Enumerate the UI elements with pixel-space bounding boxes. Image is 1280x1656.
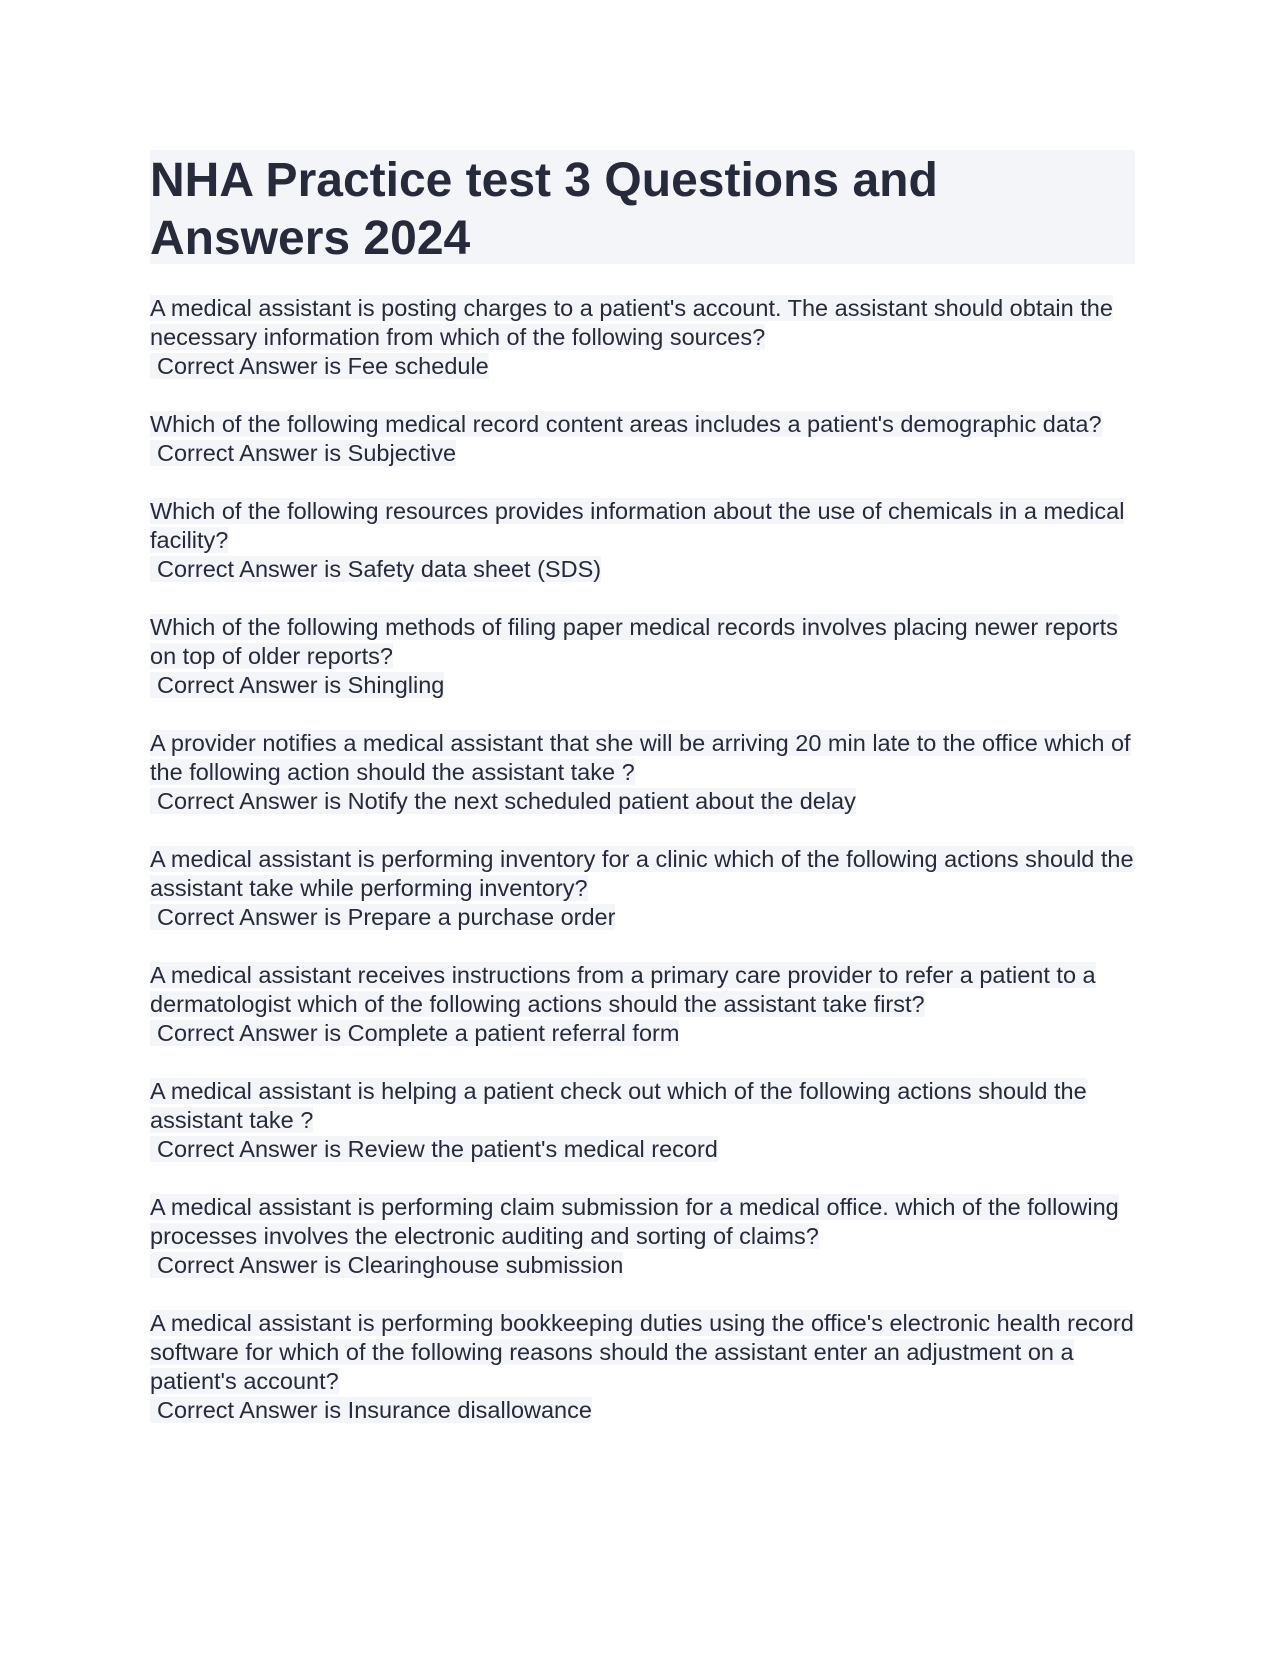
answer-text: Correct Answer is Shingling <box>150 672 444 698</box>
page-title: NHA Practice test 3 Questions and Answers 2024 <box>150 150 1135 264</box>
qa-item <box>150 613 1135 700</box>
question-text: A medical assistant is performing bookkeeping duties using the office's electronic health record software for which of the following reasons should the assistant enter an adjustment on a patient's account? <box>150 1310 1134 1394</box>
question-text: Which of the following methods of filing paper medical records involves placing newer reports on top of older reports? <box>150 614 1118 669</box>
answer-text: Correct Answer is Subjective <box>150 440 456 466</box>
qa-list <box>150 294 1135 1425</box>
answer-text: Correct Answer is Notify the next scheduled patient about the delay <box>150 788 856 814</box>
document-page <box>150 150 1135 1454</box>
question-text: A provider notifies a medical assistant that she will be arriving 20 min late to the office which of the following action should the assistant take ? <box>150 730 1131 785</box>
qa-item <box>150 497 1135 584</box>
answer-text: Correct Answer is Safety data sheet (SDS) <box>150 556 601 582</box>
qa-item <box>150 1309 1135 1425</box>
question-text: A medical assistant is performing claim submission for a medical office. which of the following processes involves the electronic auditing and sorting of claims? <box>150 1194 1119 1249</box>
question-text: A medical assistant receives instructions from a primary care provider to refer a patient to a dermatologist which of the following actions should the assistant take first? <box>150 962 1096 1017</box>
question-text: A medical assistant is posting charges to a patient's account. The assistant should obtain the necessary information from which of the following sources? <box>150 295 1113 350</box>
qa-item <box>150 1077 1135 1164</box>
question-text: Which of the following resources provides information about the use of chemicals in a medical facility? <box>150 498 1125 553</box>
answer-text: Correct Answer is Clearinghouse submission <box>150 1252 623 1278</box>
question-text: A medical assistant is helping a patient check out which of the following actions should the assistant take ? <box>150 1078 1087 1133</box>
question-text: A medical assistant is performing inventory for a clinic which of the following actions should the assistant take while performing inventory? <box>150 846 1134 901</box>
qa-item <box>150 729 1135 816</box>
qa-item <box>150 294 1135 381</box>
answer-text: Correct Answer is Fee schedule <box>150 353 489 379</box>
qa-item <box>150 961 1135 1048</box>
question-text: Which of the following medical record content areas includes a patient's demographic data? <box>150 411 1102 437</box>
qa-item <box>150 1193 1135 1280</box>
answer-text: Correct Answer is Complete a patient referral form <box>150 1020 679 1046</box>
qa-item <box>150 410 1135 468</box>
qa-item <box>150 845 1135 932</box>
answer-text: Correct Answer is Prepare a purchase order <box>150 904 615 930</box>
answer-text: Correct Answer is Insurance disallowance <box>150 1397 592 1423</box>
answer-text: Correct Answer is Review the patient's medical record <box>150 1136 718 1162</box>
